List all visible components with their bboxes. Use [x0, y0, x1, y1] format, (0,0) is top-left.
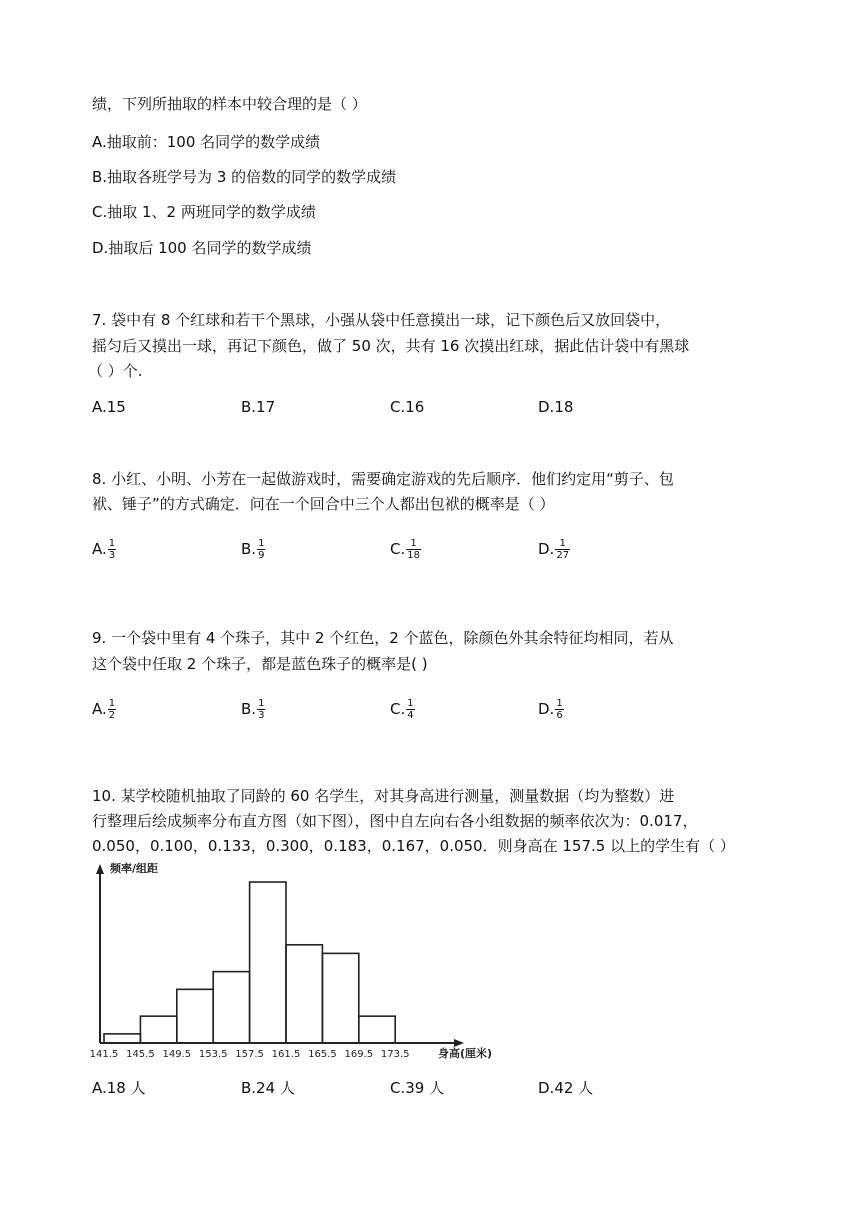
x-tick-label: 157.5: [235, 1049, 264, 1060]
q10-stem-line2: 行整理后绘成频率分布直方图（如下图），图中自左向右各小组数据的频率依次为：0.017，: [92, 812, 698, 830]
q8-stem-line1: 8. 小红、小明、小芳在一起做游戏时，需要确定游戏的先后顺序．他们约定用“剪子、包: [92, 470, 674, 488]
histogram-bar: [104, 1034, 140, 1043]
q10-option-c[interactable]: C.39 人: [390, 1079, 445, 1097]
q9-stem-line1: 9. 一个袋中里有 4 个珠子，其中 2 个红色，2 个蓝色，除颜色外其余特征均相同，若从: [92, 629, 674, 647]
q9-option-a[interactable]: A. $\frac{1}{2}$: [92, 698, 116, 721]
q6-option-d[interactable]: D.抽取后 100 名同学的数学成绩: [92, 239, 312, 257]
q10-stem-line1: 10. 某学校随机抽取了同龄的 60 名学生，对其身高进行测量，测量数据（均为整数）进: [92, 787, 675, 805]
q6-option-b[interactable]: B.抽取各班学号为 3 的倍数的同学的数学成绩: [92, 168, 397, 186]
frequency-histogram: [88, 858, 528, 1068]
q8-option-a[interactable]: A. $\frac{1}{3}$: [92, 538, 116, 561]
q10-option-d[interactable]: D.42 人: [538, 1079, 594, 1097]
q10-option-a[interactable]: A.18 人: [92, 1079, 146, 1097]
q8-option-d[interactable]: D. $\frac{1}{27}$: [538, 538, 570, 561]
histogram-bar: [250, 882, 286, 1043]
y-axis-arrow: [96, 864, 104, 874]
x-tick-label: 141.5: [89, 1049, 119, 1060]
x-tick-label: 165.5: [308, 1049, 337, 1060]
histogram-bar: [177, 989, 213, 1043]
x-tick-label: 149.5: [162, 1049, 192, 1060]
x-axis-arrow: [454, 1039, 464, 1047]
q7-option-b[interactable]: B.17: [241, 398, 276, 416]
q9-option-c[interactable]: C. $\frac{1}{4}$: [390, 698, 414, 721]
q6-option-a[interactable]: A.抽取前：100 名同学的数学成绩: [92, 133, 321, 151]
q7-stem-line1: 7. 袋中有 8 个红球和若干个黑球，小强从袋中任意摸出一球，记下颜色后又放回袋中，: [92, 311, 671, 329]
q7-option-d[interactable]: D.18: [538, 398, 574, 416]
histogram-bar: [213, 972, 249, 1043]
y-axis-label: 频率/组距: [110, 862, 159, 875]
q9-option-d[interactable]: D. $\frac{1}{6}$: [538, 698, 563, 721]
x-axis-label: 身高(厘米): [438, 1047, 493, 1060]
x-tick-label: 173.5: [380, 1049, 410, 1060]
x-tick-label: 161.5: [271, 1049, 301, 1060]
x-tick-label: 145.5: [126, 1049, 155, 1060]
q8-option-b[interactable]: B. $\frac{1}{9}$: [241, 538, 265, 561]
x-tick-label: 153.5: [198, 1049, 228, 1060]
histogram-bar: [359, 1016, 395, 1043]
histogram-bar: [140, 1016, 176, 1043]
q9-stem-line2: 这个袋中任取 2 个珠子，都是蓝色珠子的概率是( ): [92, 655, 428, 673]
q7-stem-line3: （ ）个.: [88, 362, 143, 380]
q6-stem: 绩，下列所抽取的样本中较合理的是（ ）: [92, 95, 367, 113]
q10-option-b[interactable]: B.24 人: [241, 1079, 295, 1097]
q9-option-b[interactable]: B. $\frac{1}{3}$: [241, 698, 265, 721]
q10-stem-line3: 0.050，0.100，0.133，0.300，0.183，0.167，0.050．则身高在 157.5 以上的学生有（ ）: [92, 837, 735, 855]
histogram-bar: [322, 953, 358, 1043]
q7-option-a[interactable]: A.15: [92, 398, 126, 416]
q8-stem-line2: 袱、锤子”的方式确定．问在一个回合中三个人都出包袱的概率是（ ）: [92, 495, 555, 513]
x-tick-label: 169.5: [344, 1049, 374, 1060]
q6-option-c[interactable]: C.抽取 1、2 两班同学的数学成绩: [92, 203, 316, 221]
q8-option-c[interactable]: C. $\frac{1}{18}$: [390, 538, 420, 561]
q7-option-c[interactable]: C.16: [390, 398, 425, 416]
q7-stem-line2: 摇匀后又摸出一球，再记下颜色，做了 50 次，共有 16 次摸出红球，据此估计袋中有黑球: [92, 337, 690, 355]
histogram-bar: [286, 945, 322, 1043]
